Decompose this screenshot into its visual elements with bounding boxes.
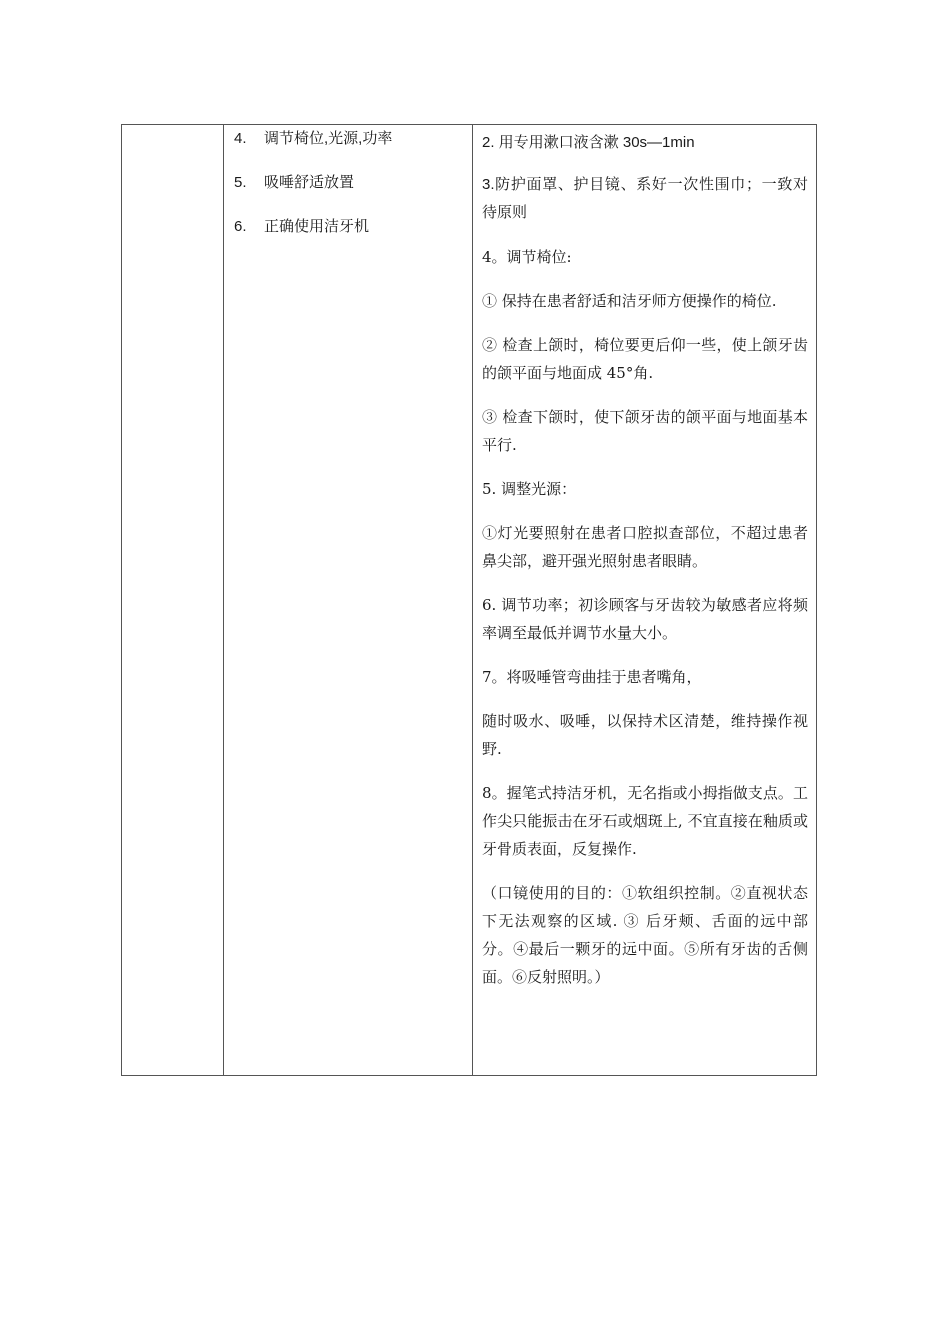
table-row: [122, 125, 817, 1076]
detail-paragraph: 6. 调节功率；初诊顾客与牙齿较为敏感者应将频率调至最低并调节水量大小。: [482, 596, 808, 642]
detail-paragraph: ② 检查上颌时，椅位要更后仰一些，使上颌牙齿的颌平面与地面成 45°角.: [482, 336, 808, 382]
step-number: 6.: [234, 218, 247, 235]
step-text: 正确使用洁牙机: [264, 218, 370, 235]
detail-paragraph: （口镜使用的目的：①软组织控制。②直视状态下无法观察的区域. ③ 后牙颊、舌面的远中部分。④最后一颗牙的远中面。⑤所有牙齿的舌侧面。⑥反射照明。）: [482, 884, 808, 986]
step-number: 4.: [234, 130, 247, 147]
detail-paragraph: 随时吸水、吸唾，以保持术区清楚，维持操作视野.: [482, 712, 808, 758]
detail-paragraph: 5. 调整光源：: [482, 480, 577, 498]
detail-paragraph: 8。握笔式持洁牙机，无名指或小拇指做支点。工作尖只能振击在牙石或烟斑上, 不宜直接在釉质或牙骨质表面，反复操作.: [482, 784, 808, 858]
detail-paragraph: 7。将吸唾管弯曲挂于患者嘴角，: [482, 668, 702, 686]
detail-cell: [473, 125, 817, 1076]
detail-paragraph: ① 保持在患者舒适和洁牙师方便操作的椅位.: [482, 292, 777, 310]
list-item: [234, 217, 472, 237]
step-text: 吸唾舒适放置: [264, 174, 355, 191]
list-item: [234, 173, 472, 193]
detail-paragraph: ①灯光要照射在患者口腔拟查部位，不超过患者鼻尖部，避开强光照射患者眼睛。: [482, 524, 808, 570]
empty-cell: [122, 125, 224, 1076]
step-list-cell: [224, 125, 473, 1076]
step-number: 5.: [234, 174, 247, 191]
detail-text: [473, 125, 816, 991]
list-item: [234, 129, 472, 149]
detail-paragraph: 3.防护面罩、护目镜、系好一次性围巾；一致对待原则: [482, 176, 808, 221]
step-text: 调节椅位,光源,功率: [264, 130, 393, 147]
procedure-table: [121, 124, 817, 1076]
step-list: [224, 125, 472, 237]
detail-paragraph: 4。调节椅位:: [482, 248, 572, 266]
detail-paragraph: ③ 检查下颌时，使下颌牙齿的颌平面与地面基本平行.: [482, 408, 808, 454]
detail-paragraph: 2. 用专用漱口液含漱 30s—1min: [482, 134, 695, 151]
